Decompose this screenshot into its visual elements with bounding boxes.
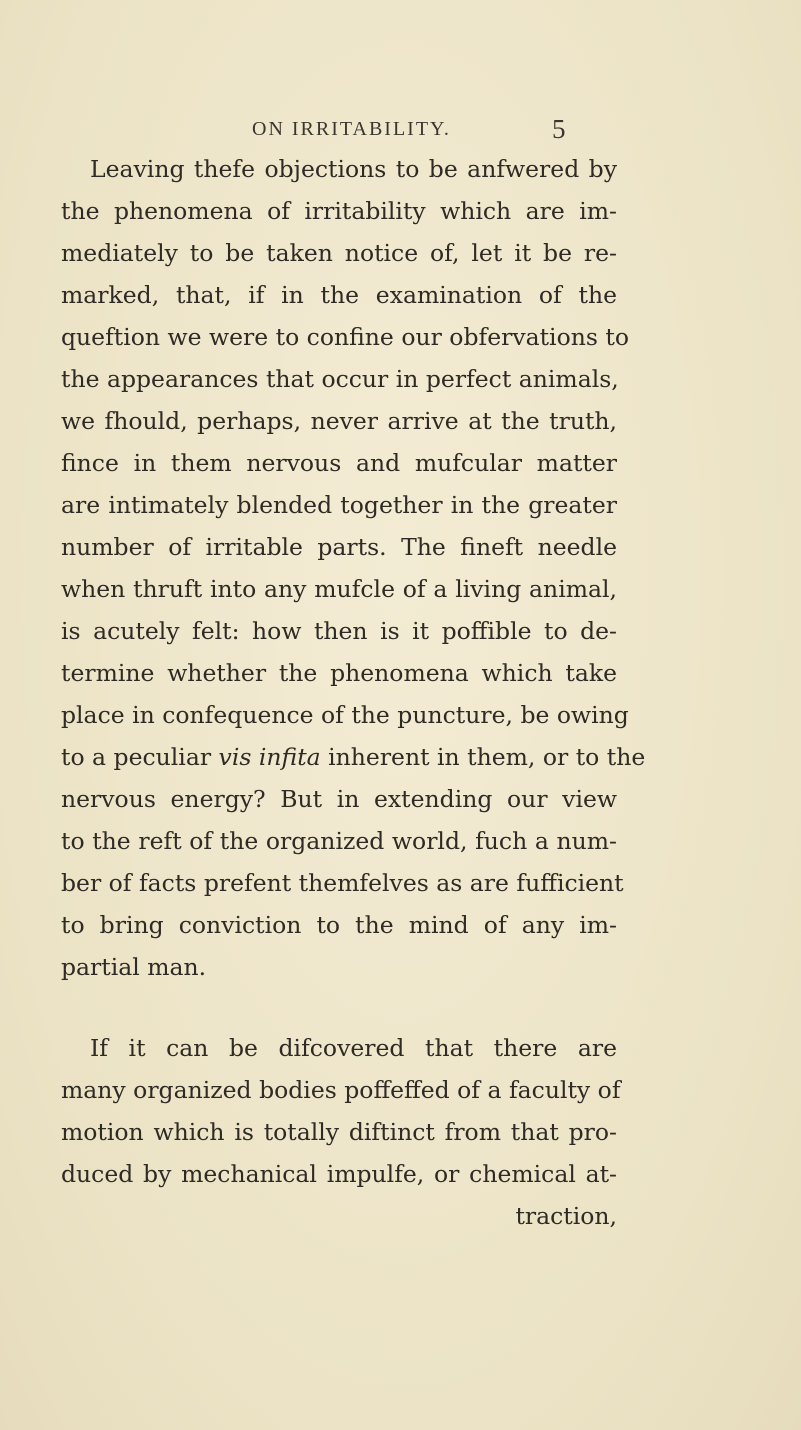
text-line: marked, that, if in the examination of the xyxy=(61,281,617,309)
text-line: we fhould, perhaps, never arrive at the truth, xyxy=(61,407,617,435)
text-line: partial man. xyxy=(61,953,207,981)
latin-phrase: vis infita xyxy=(218,743,321,771)
text-segment: inherent in them, or to the xyxy=(320,743,646,771)
text-line: to the reft of the organized world, fuch a num- xyxy=(61,827,617,855)
running-head xyxy=(0,114,801,148)
running-title: ON IRRITABILITY. xyxy=(252,118,451,140)
text-line: fince in them nervous and mufcular matter xyxy=(61,449,617,477)
text-line: the appearances that occur in perfect animals, xyxy=(61,365,619,393)
text-line: place in confequence of the puncture, be owing xyxy=(61,701,629,729)
text-line: ber of facts prefent themfelves as are fufficient xyxy=(61,869,624,897)
page-number: 5 xyxy=(552,114,566,144)
text-line: motion which is totally diftinct from that pro- xyxy=(61,1118,617,1146)
text-line: many organized bodies poffeffed of a faculty of xyxy=(61,1076,621,1104)
text-line: to bring conviction to the mind of any im- xyxy=(61,911,617,939)
text-line: is acutely felt: how then is it poffible to de- xyxy=(61,617,617,645)
text-line: mediately to be taken notice of, let it be re- xyxy=(61,239,617,267)
text-line: nervous energy? But in extending our view xyxy=(61,785,617,813)
text-line: queftion we were to confine our obfervations to xyxy=(61,323,629,351)
text-line: Leaving thefe objections to be anfwered by xyxy=(90,155,617,183)
catchword: traction, xyxy=(515,1202,617,1230)
text-line: when thruft into any mufcle of a living animal, xyxy=(61,575,617,603)
text-line: the phenomena of irritability which are im- xyxy=(61,197,617,225)
text-line: are intimately blended together in the greater xyxy=(61,491,617,519)
text-line-with-italic xyxy=(61,736,646,778)
text-line: number of irritable parts. The fineft needle xyxy=(61,533,617,561)
text-line: duced by mechanical impulfe, or chemical at- xyxy=(61,1160,617,1188)
body-text xyxy=(61,148,646,1237)
text-line: If it can be difcovered that there are xyxy=(90,1034,617,1062)
text-line: termine whether the phenomena which take xyxy=(61,659,617,687)
text-segment: to a peculiar xyxy=(61,743,219,771)
paragraph-gap xyxy=(61,988,617,1027)
paragraph-1 xyxy=(61,148,646,988)
paragraph-2 xyxy=(61,1027,621,1237)
